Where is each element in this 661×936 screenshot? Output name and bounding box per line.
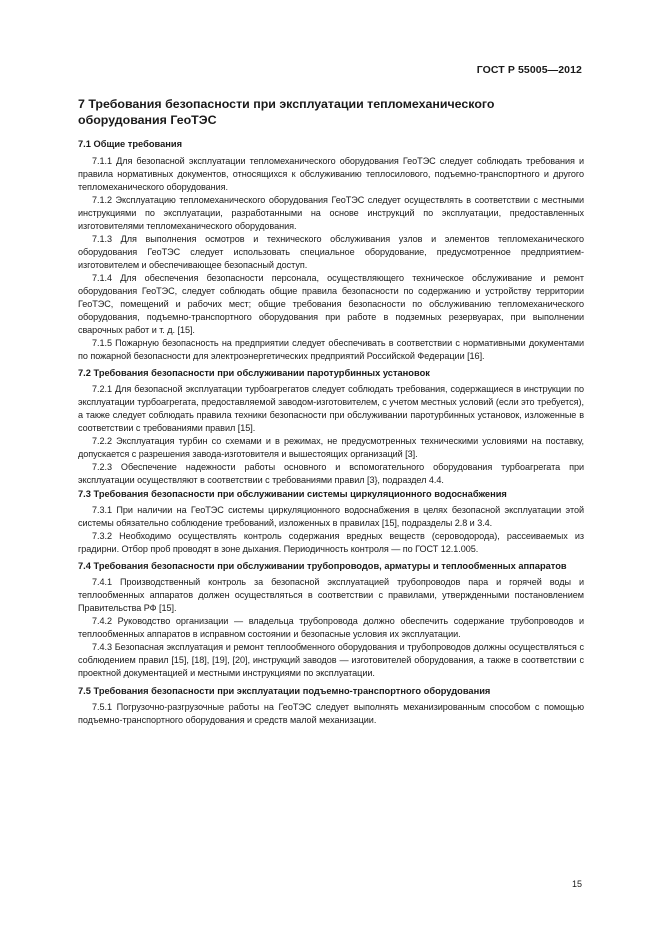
paragraph: 7.2.1 Для безопасной эксплуатации турбоагрегатов следует соблюдать требования, содержащиеся в инструкции по эксплуатации турбоагрегата, предоставляемой заводом-изготовителем, с учетом местных условий (если это требуется), а также следует соблюдать правила техники безопасности при обслуживании паротурбинных установок, изложенные в соответствии с требованиями правил [15]. xyxy=(78,384,584,433)
content xyxy=(78,96,584,727)
paragraph: 7.1.3 Для выполнения осмотров и технического обслуживания узлов и элементов тепломеханического оборудования ГеоТЭС следует использовать специальное оборудование, предусмотренное предприятием-изготовителем и обеспечивающее безопасный доступ. xyxy=(78,234,584,270)
subsection-title: 7.3 Требования безопасности при обслуживании системы циркуляционного водоснабжения xyxy=(78,489,507,499)
paragraph: 7.1.1 Для безопасной эксплуатации тепломеханического оборудования ГеоТЭС следует соблюдать требования и правила нормативных документов, относящихся к обслуживанию теплосилового, подъемно-транспортного и другого тепломеханического оборудования. xyxy=(78,156,584,192)
section-title: 7 Требования безопасности при эксплуатации тепломеханического оборудования ГеоТЭС xyxy=(78,97,495,127)
subsection-title: 7.4 Требования безопасности при обслуживании трубопроводов, арматуры и теплообменных аппаратов xyxy=(78,561,567,571)
paragraph: 7.1.5 Пожарную безопасность на предприятии следует обеспечивать в соответствии с нормативными документами по пожарной безопасности для электроэнергетических предприятий Российской Федерации [16]. xyxy=(78,338,584,361)
paragraph: 7.1.4 Для обеспечения безопасности персонала, осуществляющего техническое обслуживание и ремонт оборудования ГеоТЭС, следует соблюдать общие правила безопасности по содержанию и устройству территории ГеоТЭС, помещений и рабочих мест; общие требования безопасности по обслуживанию тепломеханического оборудования, подъемно-транспортного оборудования при работе в подземных резервуарах, при выполнении сварочных работ и т. д. [15]. xyxy=(78,273,584,335)
paragraph: 7.3.2 Необходимо осуществлять контроль содержания вредных веществ (сероводорода), рассеиваемых из градирни. Отбор проб проводят в зоне дыхания. Периодичность контроля — по ГОСТ 12.1.005. xyxy=(78,531,584,554)
paragraph: 7.4.1 Производственный контроль за безопасной эксплуатацией трубопроводов пара и горячей воды и теплообменных аппаратов должен осуществляться в соответствии с правилами, утвержденными постановлением Правительства РФ [15]. xyxy=(78,577,584,613)
paragraph: 7.1.2 Эксплуатацию тепломеханического оборудования ГеоТЭС следует осуществлять в соответствии с местными инструкциями по эксплуатации, разработанными на основе инструкций по эксплуатации, предоставленных изготовителями тепломеханического оборудования. xyxy=(78,195,584,231)
paragraph: 7.2.3 Обеспечение надежности работы основного и вспомогательного оборудования турбоагрегата при эксплуатации осуществляют в соответствии с требованиями правил [3}, подраздел 4.4. xyxy=(78,462,584,485)
document-code: ГОСТ Р 55005—2012 xyxy=(476,64,582,76)
paragraph: 7.3.1 При наличии на ГеоТЭС системы циркуляционного водоснабжения в целях безопасной эксплуатации этой системы обязательно соблюдение требований, изложенных в правилах [15], подразделы 2.8 и 3.4. xyxy=(78,505,584,528)
paragraph: 7.5.1 Погрузочно-разгрузочные работы на ГеоТЭС следует выполнять механизированным способом с помощью подъемно-транспортного оборудования и средств малой механизации. xyxy=(78,702,584,725)
subsection-title: 7.1 Общие требования xyxy=(78,139,183,149)
subsection-title: 7.2 Требования безопасности при обслуживании паротурбинных установок xyxy=(78,368,430,378)
paragraph: 7.4.3 Безопасная эксплуатация и ремонт теплообменного оборудования и трубопроводов должны осуществляться с соблюдением правил [15], [18], [19], [20], инструкций заводов — изготовителей оборудования, а также в соответствии с проектной документацией и местными инструкциями по эксплуатации. xyxy=(78,642,584,678)
paragraph: 7.2.2 Эксплуатация турбин со схемами и в режимах, не предусмотренных техническими условиями на поставку, допускается с разрешения завода-изготовителя и вышестоящих организаций [3]. xyxy=(78,436,584,459)
subsection-title: 7.5 Требования безопасности при эксплуатации подъемно-транспортного оборудования xyxy=(78,686,491,696)
paragraph: 7.4.2 Руководство организации — владельца трубопровода должно обеспечить содержание трубопроводов и теплообменных аппаратов в исправном состоянии и безопасные условия их эксплуатации. xyxy=(78,616,584,639)
page-number: 15 xyxy=(571,879,582,889)
